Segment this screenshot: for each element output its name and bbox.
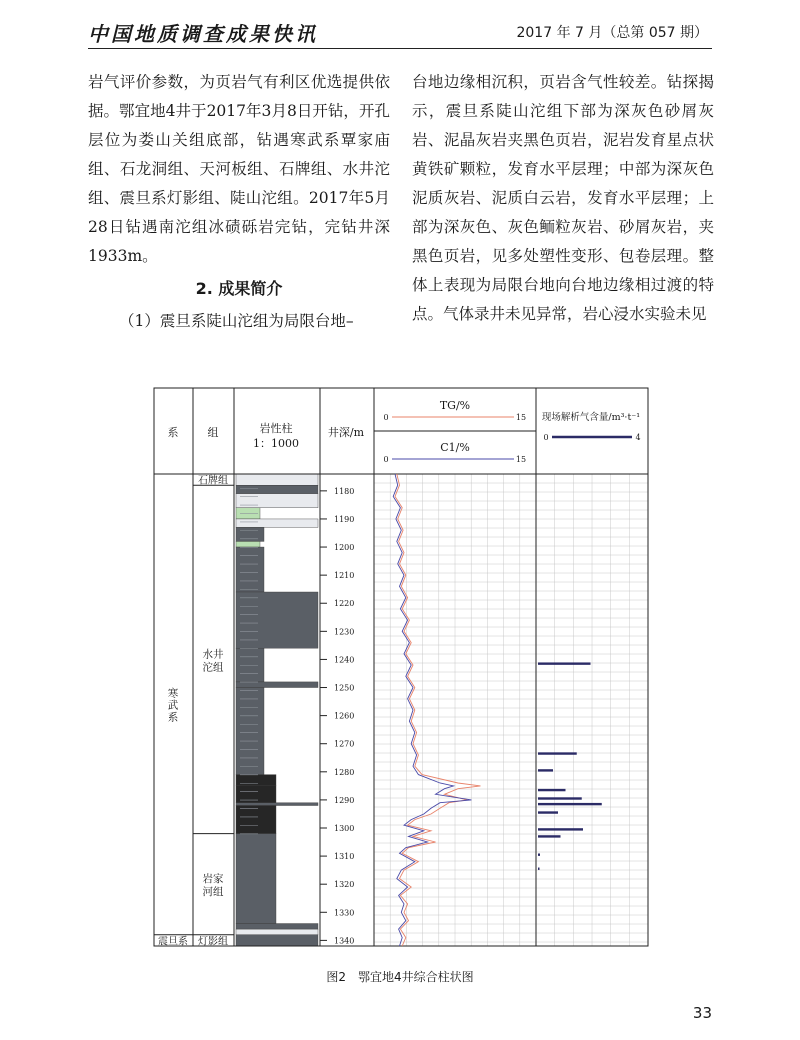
system-label: 寒 (167, 687, 179, 700)
depth-label: 1230 (334, 627, 355, 637)
left-paragraph-2: （1）震旦系陡山沱组为局限台地– (119, 312, 354, 330)
depth-label: 1220 (334, 599, 355, 609)
section-heading: 2. 成果简介 (195, 279, 283, 298)
lithology-layer (236, 527, 264, 541)
gas-content-bar (538, 853, 540, 855)
lithology-layer (236, 935, 318, 946)
depth-label: 1300 (334, 824, 355, 833)
gas-content-bar (538, 835, 561, 837)
lithology-layer (236, 803, 318, 806)
formation-label: 沱组 (202, 661, 224, 674)
journal-title: 中国地质调查成果快讯 (88, 22, 318, 46)
gas-max: 4 (635, 433, 641, 442)
depth-label: 1340 (334, 936, 355, 946)
lithology-layer (236, 547, 264, 592)
lithology-layer (236, 834, 276, 924)
lithology-layer (236, 929, 318, 935)
gas-min: 0 (543, 433, 549, 442)
formation-label: 河组 (202, 886, 224, 899)
gas-content-bar (538, 797, 582, 799)
depth-label: 1280 (334, 767, 355, 777)
depth-label: 1270 (334, 739, 355, 749)
gas-content-bar (538, 789, 566, 791)
depth-label: 1250 (334, 683, 355, 693)
header-system: 系 (167, 426, 179, 439)
formation-label: 石牌组 (198, 475, 228, 487)
gas-content-bar (538, 662, 591, 664)
lithology-layer (236, 494, 318, 508)
depth-label: 1180 (334, 486, 355, 496)
gas-content-bar (538, 811, 558, 813)
c1-min: 0 (383, 455, 389, 464)
header-depth: 井深/m (327, 426, 365, 439)
formation-label: 岩家 (202, 873, 224, 886)
gas-content-bar (538, 828, 583, 830)
tg-max: 15 (515, 413, 527, 422)
issue-label: 2017 年 7 月（总第 057 期） (516, 25, 708, 41)
left-paragraph-1: 岩气评价参数，为页岩气有利区优选提供依据。鄂宜地4井于2017年3月8日开钻，开孔层位为娄山关组底部，钻遇寒武系覃家庙组、石龙洞组、天河板组、石牌组、水井沱组、震旦系灯影组、陡山沱组。2017年5月28日钻遇南沱组冰碛砾岩完钻，完钻井深1933m。 (88, 73, 390, 265)
system-label: 系 (167, 711, 179, 724)
page-number: 33 (692, 1004, 712, 1022)
depth-label: 1210 (334, 571, 355, 581)
gas-content-bar (538, 752, 577, 754)
gas-content-bar (538, 769, 553, 771)
lithology-layer (236, 775, 276, 786)
tg-min: 0 (383, 413, 389, 422)
tg-curve (395, 474, 481, 946)
gas-label: 现场解析气含量/m³·t⁻¹ (541, 412, 641, 423)
system-label: 武 (167, 699, 179, 712)
formation-label: 水井 (202, 648, 224, 661)
c1-curve (393, 474, 471, 946)
tg-label: TG/% (439, 399, 471, 412)
depth-label: 1190 (334, 514, 355, 524)
depth-label: 1290 (334, 795, 355, 805)
figure-border (154, 388, 648, 946)
depth-label: 1310 (334, 852, 355, 862)
lithology-layer (236, 541, 260, 547)
lithology-layer (236, 924, 318, 930)
lithology-layer (236, 474, 318, 485)
header-lithology-scale: 1：1000 (253, 437, 299, 450)
lithology-layer (236, 806, 276, 834)
lithology-layer (236, 688, 264, 775)
header-lithology: 岩性柱 (259, 422, 293, 435)
depth-label: 1260 (334, 711, 355, 721)
formation-label: 灯影组 (198, 936, 228, 948)
system-label: 震旦系 (158, 936, 188, 948)
depth-label: 1240 (334, 655, 355, 665)
gas-content-bar (538, 868, 540, 870)
figure-caption: 图2 鄂宜地4井综合柱状图 (326, 970, 474, 984)
depth-label: 1330 (334, 908, 355, 918)
depth-label: 1320 (334, 880, 355, 890)
c1-max: 15 (515, 455, 527, 464)
right-paragraph: 台地边缘相沉积，页岩含气性较差。钻探揭示，震旦系陡山沱组下部为深灰色砂屑灰岩、泥晶灰岩夹黑色页岩，泥岩发育星点状黄铁矿颗粒，发育水平层理；中部为深灰色泥质灰岩、泥质白云岩，发育水平层理；上部为深灰色、灰色鲕粒灰岩、砂屑灰岩，夹黑色页岩，见多处塑性变形、包卷层理。整体上表现为局限台地向台地边缘相过渡的特点。气体录井未见异常，岩心浸水实验未见 (412, 73, 714, 323)
depth-label: 1200 (334, 543, 355, 553)
lithology-layer (236, 519, 318, 527)
c1-label: C1/% (440, 441, 470, 454)
gas-content-bar (538, 803, 602, 805)
header-formation: 组 (207, 426, 219, 439)
lithology-layer (236, 485, 318, 493)
lithology-layer (236, 682, 318, 688)
